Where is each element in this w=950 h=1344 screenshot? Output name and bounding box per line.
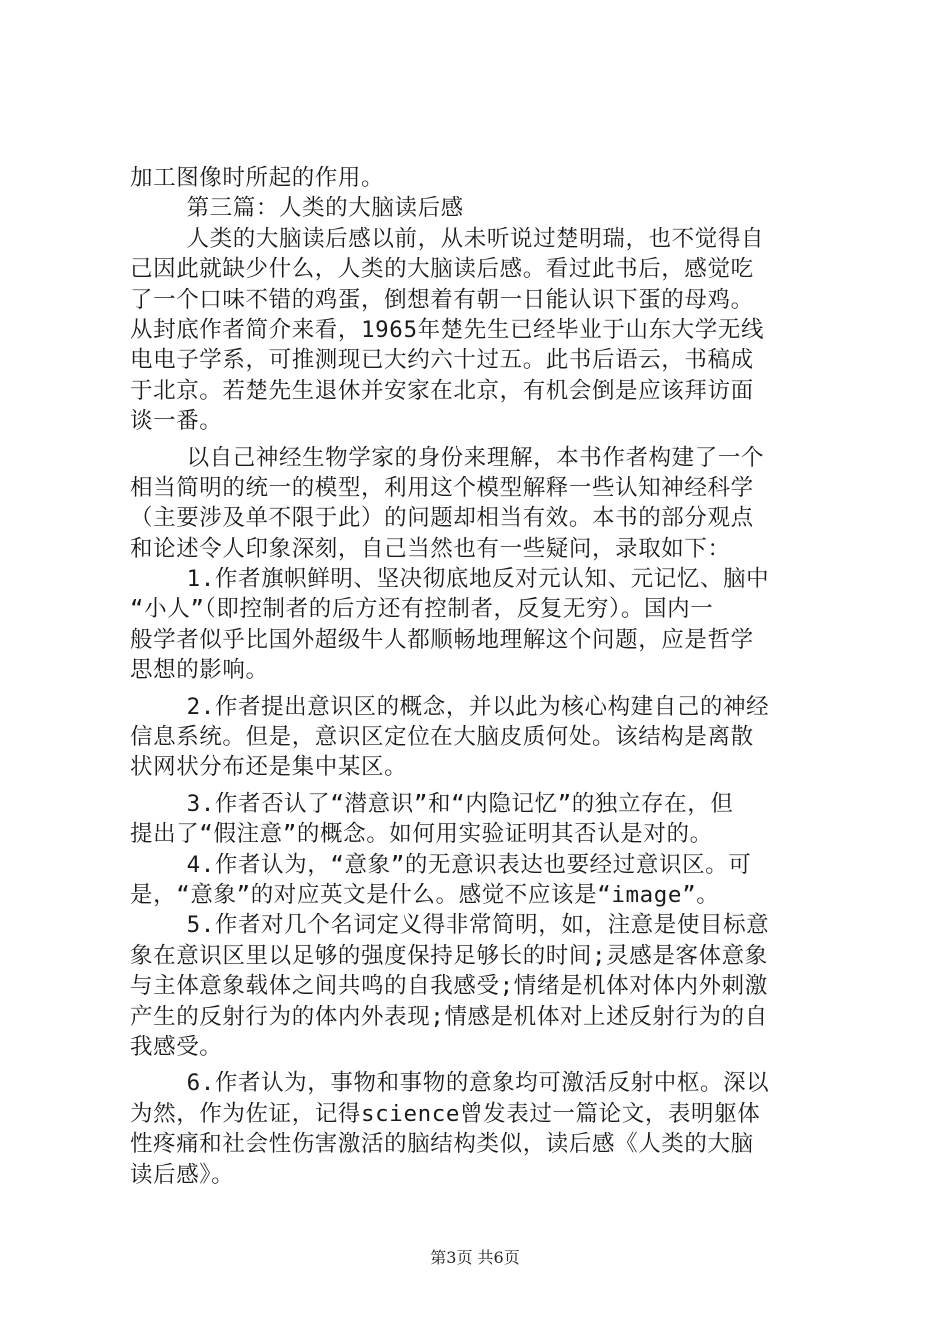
text-line: 于北京。若楚先生退休并安家在北京，有机会倒是应该拜访面 xyxy=(130,377,754,404)
text-line: 以自己神经生物学家的身份来理解，本书作者构建了一个 xyxy=(130,444,765,471)
text-line: 象在意识区里以足够的强度保持足够长的时间;灵感是客体意象 xyxy=(130,942,768,969)
text-line: 状网状分布还是集中某区。 xyxy=(130,754,408,781)
text-line: 人类的大脑读后感以前，从未听说过楚明瑞，也不觉得自 xyxy=(130,225,765,252)
text-line: 为然，作为佐证，记得science曾发表过一篇论文，表明躯体 xyxy=(130,1100,761,1127)
list-item-line: 3.作者否认了“潜意识”和“内隐记忆”的独立存在，但 xyxy=(130,790,734,817)
text-line: 性疼痛和社会性伤害激活的脑结构类似，读后感《人类的大脑 xyxy=(130,1131,754,1158)
text-line: 谈一番。 xyxy=(130,408,223,435)
page-footer xyxy=(0,1245,950,1268)
text-line: 是，“意象”的对应英文是什么。感觉不应该是“image”。 xyxy=(130,881,720,908)
section-heading: 第三篇：人类的大脑读后感 xyxy=(130,195,464,222)
text-line: 提出了“假注意”的概念。如何用实验证明其否认是对的。 xyxy=(130,821,713,848)
text-line: 我感受。 xyxy=(130,1033,223,1060)
text-line: 和论述令人印象深刻，自己当然也有一些疑问，录取如下： xyxy=(130,535,731,562)
list-item-line: 2.作者提出意识区的概念，并以此为核心构建自己的神经 xyxy=(130,693,770,720)
text-line: 产生的反射行为的体内外表现;情感是机体对上述反射行为的自 xyxy=(130,1003,768,1030)
text-line: 思想的影响。 xyxy=(130,657,269,684)
list-item-line: 4.作者认为，“意象”的无意识表达也要经过意识区。可 xyxy=(130,851,752,878)
list-item-line: 1.作者旗帜鲜明、坚决彻底地反对元认知、元记忆、脑中 xyxy=(130,566,770,593)
text-line: 与主体意象载体之间共鸣的自我感受;情绪是机体对体内外刺激 xyxy=(130,973,768,1000)
text-line: 从封底作者简介来看，1965年楚先生已经毕业于山东大学无线 xyxy=(130,316,765,343)
list-item-line: 6.作者认为，事物和事物的意象均可激活反射中枢。深以 xyxy=(130,1070,770,1097)
text-line: 加工图像时所起的作用。 xyxy=(130,165,385,191)
text-line: 般学者似乎比国外超级牛人都顺畅地理解这个问题，应是哲学 xyxy=(130,626,754,653)
text-line: 读后感》。 xyxy=(130,1161,235,1188)
text-line: 己因此就缺少什么，人类的大脑读后感。看过此书后，感觉吃 xyxy=(130,256,754,283)
text-line: （主要涉及单不限于此）的问题却相当有效。本书的部分观点 xyxy=(130,505,754,532)
text-line: 相当简明的统一的模型，利用这个模型解释一些认知神经科学 xyxy=(130,474,754,501)
list-item-line: 5.作者对几个名词定义得非常简明，如，注意是使目标意 xyxy=(130,912,770,939)
page-number: 第3页 共6页 xyxy=(430,1248,520,1267)
text-line: 信息系统。但是，意识区定位在大脑皮质何处。该结构是离散 xyxy=(130,724,754,751)
text-line: 了一个口味不错的鸡蛋，倒想着有朝一日能认识下蛋的母鸡。 xyxy=(130,286,754,313)
text-line: 电电子学系，可推测现已大约六十过五。此书后语云，书稿成 xyxy=(130,347,754,374)
text-line: “小人”（即控制者的后方还有控制者，反复无穷）。国内一 xyxy=(130,596,714,623)
document-body xyxy=(130,163,830,1190)
